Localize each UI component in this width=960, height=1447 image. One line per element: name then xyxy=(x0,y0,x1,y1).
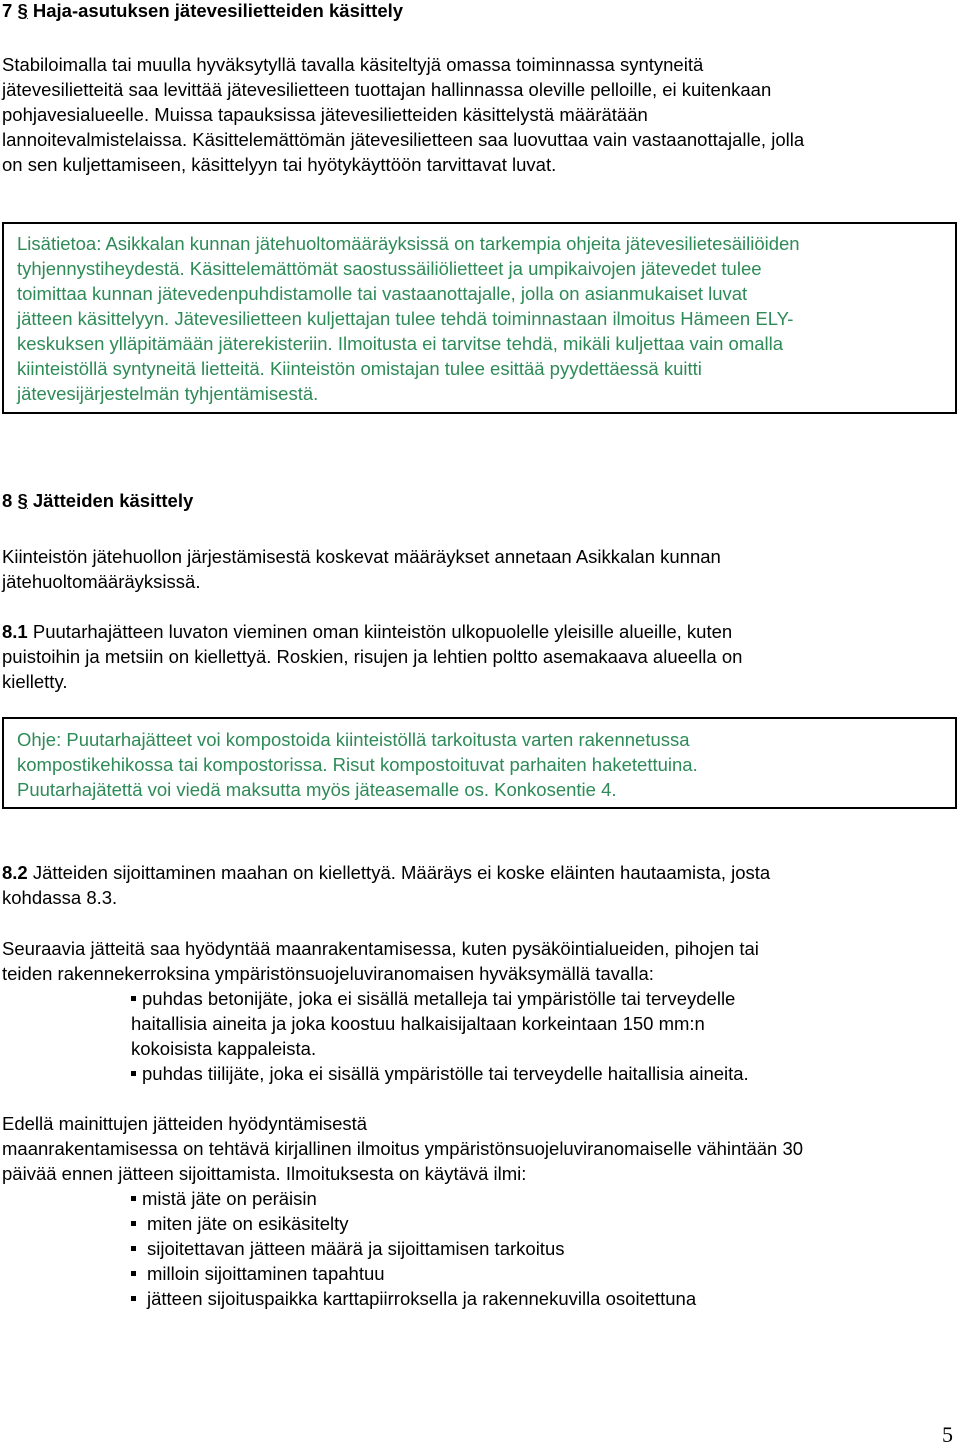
subsection-number: 8.1 xyxy=(2,621,28,642)
bullet-text: puhdas tiilijäte, joka ei sisällä ympäristölle tai terveydelle haitallisia aineita. xyxy=(142,1063,749,1084)
reuse-bullet-continuation: haitallisia aineita ja joka koostuu halkaisijaltaan korkeintaan 150 mm:n xyxy=(131,1013,705,1034)
info-box-line: tyhjennystiheydestä. Käsittelemättömät saostussäiliölietteet ja umpikaivojen jätevedet tulee xyxy=(17,258,762,279)
info-box-line: jätteen käsittelyyn. Jätevesilietteen kuljettajan tulee tehdä toiminnastaan ilmoitus Hämeen ELY- xyxy=(17,308,794,329)
square-bullet-icon xyxy=(131,1271,136,1276)
notice-bullet-item xyxy=(131,1211,349,1236)
notice-line: maanrakentamisessa on tehtävä kirjallinen ilmoitus ympäristönsuojeluviranomaiselle vähintään 30 xyxy=(2,1138,804,1159)
section-number: 7 xyxy=(2,0,13,21)
bullet-text: sijoitettavan jätteen määrä ja sijoittamisen tarkoitus xyxy=(147,1238,565,1259)
s8-1-line: puistoihin ja metsiin on kiellettyä. Roskien, risujen ja lehtien poltto asemakaava alueella on xyxy=(2,646,743,667)
bullet-text: miten jäte on esikäsitelty xyxy=(147,1213,349,1234)
reuse-line: teiden rakennekerroksina ympäristönsuojeluviranomaisen hyväksymällä tavalla: xyxy=(2,963,654,984)
square-bullet-icon xyxy=(131,1296,136,1301)
notice-bullet-item xyxy=(131,1286,696,1311)
s8-1-text: Puutarhajätteen luvaton vieminen oman kiinteistön ulkopuolelle yleisille alueille, kuten xyxy=(27,621,733,642)
square-bullet-icon xyxy=(131,1221,136,1226)
s8-2-text: Jätteiden sijoittaminen maahan on kiellettyä. Määräys ei koske eläinten hautaamista, josta xyxy=(27,862,771,883)
s8-intro-line: Kiinteistön jätehuollon järjestämisestä koskevat määräykset annetaan Asikkalan kunnan xyxy=(2,546,721,567)
info-box-line: keskuksen ylläpitämään jäterekisteriin. Ilmoitusta ei tarvitse tehdä, mikäli kuljettaa vain omalla xyxy=(17,333,784,354)
s8-1-line: kielletty. xyxy=(2,671,68,692)
guidance-box-line: kompostikehikossa tai kompostorissa. Risut kompostoituvat parhaiten haketettuina. xyxy=(17,754,698,775)
s8-2-line xyxy=(2,860,770,885)
info-box-line: Lisätietoa: Asikkalan kunnan jätehuoltomääräyksissä on tarkempia ohjeita jätevesilietesäiliöiden xyxy=(17,233,800,254)
notice-line: Edellä mainittujen jätteiden hyödyntämisestä xyxy=(2,1113,368,1134)
bullet-text: puhdas betonijäte, joka ei sisällä metalleja tai ympäristölle tai terveydelle xyxy=(142,988,736,1009)
s7-paragraph-line: Stabiloimalla tai muulla hyväksytyllä tavalla käsiteltyjä omassa toiminnassa syntyneitä xyxy=(2,54,704,75)
s7-paragraph-line: lannoitevalmistelaissa. Käsittelemättömän jätevesilietteen saa luovuttaa vain vastaanottajalle, jolla xyxy=(2,129,805,150)
section-7-heading xyxy=(2,0,403,23)
notice-bullet-item xyxy=(131,1186,317,1211)
bullet-text: milloin sijoittaminen tapahtuu xyxy=(147,1263,385,1284)
s8-1-line xyxy=(2,619,732,644)
guidance-box-line: Puutarhajätettä voi viedä maksutta myös jäteasemalle os. Konkosentie 4. xyxy=(17,779,617,800)
info-box-line: jätevesijärjestelmän tyhjentämisestä. xyxy=(17,383,319,404)
page-number: 5 xyxy=(942,1422,953,1447)
section-title: Jätteiden käsittely xyxy=(32,490,194,511)
reuse-line: Seuraavia jätteitä saa hyödyntää maanrakentamisessa, kuten pysäköintialueiden, pihojen tai xyxy=(2,938,759,959)
square-bullet-icon xyxy=(131,1071,136,1076)
notice-line: päivää ennen jätteen sijoittamista. Ilmoituksesta on käytävä ilmi: xyxy=(2,1163,527,1184)
info-box-line: kiinteistöllä syntyneitä lietteitä. Kiinteistön omistajan tulee esittää pyydettäessä kuitti xyxy=(17,358,702,379)
s7-paragraph-line: pohjavesialueelle. Muissa tapauksissa jätevesilietteiden käsittelystä määrätään xyxy=(2,104,648,125)
section-symbol: § xyxy=(17,490,28,511)
s8-2-line: kohdassa 8.3. xyxy=(2,887,118,908)
section-number: 8 xyxy=(2,490,13,511)
subsection-number: 8.2 xyxy=(2,862,28,883)
notice-bullet-item xyxy=(131,1236,564,1261)
bullet-text: mistä jäte on peräisin xyxy=(142,1188,317,1209)
section-8-heading xyxy=(2,488,193,513)
notice-bullet-item xyxy=(131,1261,385,1286)
bullet-text: jätteen sijoituspaikka karttapiirroksella ja rakennekuvilla osoitettuna xyxy=(147,1288,697,1309)
reuse-bullet-item xyxy=(131,1061,749,1086)
square-bullet-icon xyxy=(131,1246,136,1251)
reuse-bullet-continuation: kokoisista kappaleista. xyxy=(131,1038,317,1059)
s7-paragraph-line: jätevesilietteitä saa levittää jätevesilietteen tuottajan hallinnassa oleville pelloille, ei kuitenkaan xyxy=(2,79,772,100)
square-bullet-icon xyxy=(131,1196,136,1201)
section-symbol: § xyxy=(17,0,28,21)
s8-intro-line: jätehuoltomääräyksissä. xyxy=(2,571,201,592)
section-title: Haja-asutuksen jätevesilietteiden käsittely xyxy=(32,0,404,21)
s7-paragraph-line: on sen kuljettamiseen, käsittelyyn tai hyötykäyttöön tarvittavat luvat. xyxy=(2,154,557,175)
square-bullet-icon xyxy=(131,996,136,1001)
reuse-bullet-item xyxy=(131,986,735,1011)
info-box-line: toimittaa kunnan jätevedenpuhdistamolle tai vastaanottajalle, jolla on asianmukaiset luvat xyxy=(17,283,748,304)
guidance-box-line: Ohje: Puutarhajätteet voi kompostoida kiinteistöllä tarkoitusta varten rakennetussa xyxy=(17,729,690,750)
